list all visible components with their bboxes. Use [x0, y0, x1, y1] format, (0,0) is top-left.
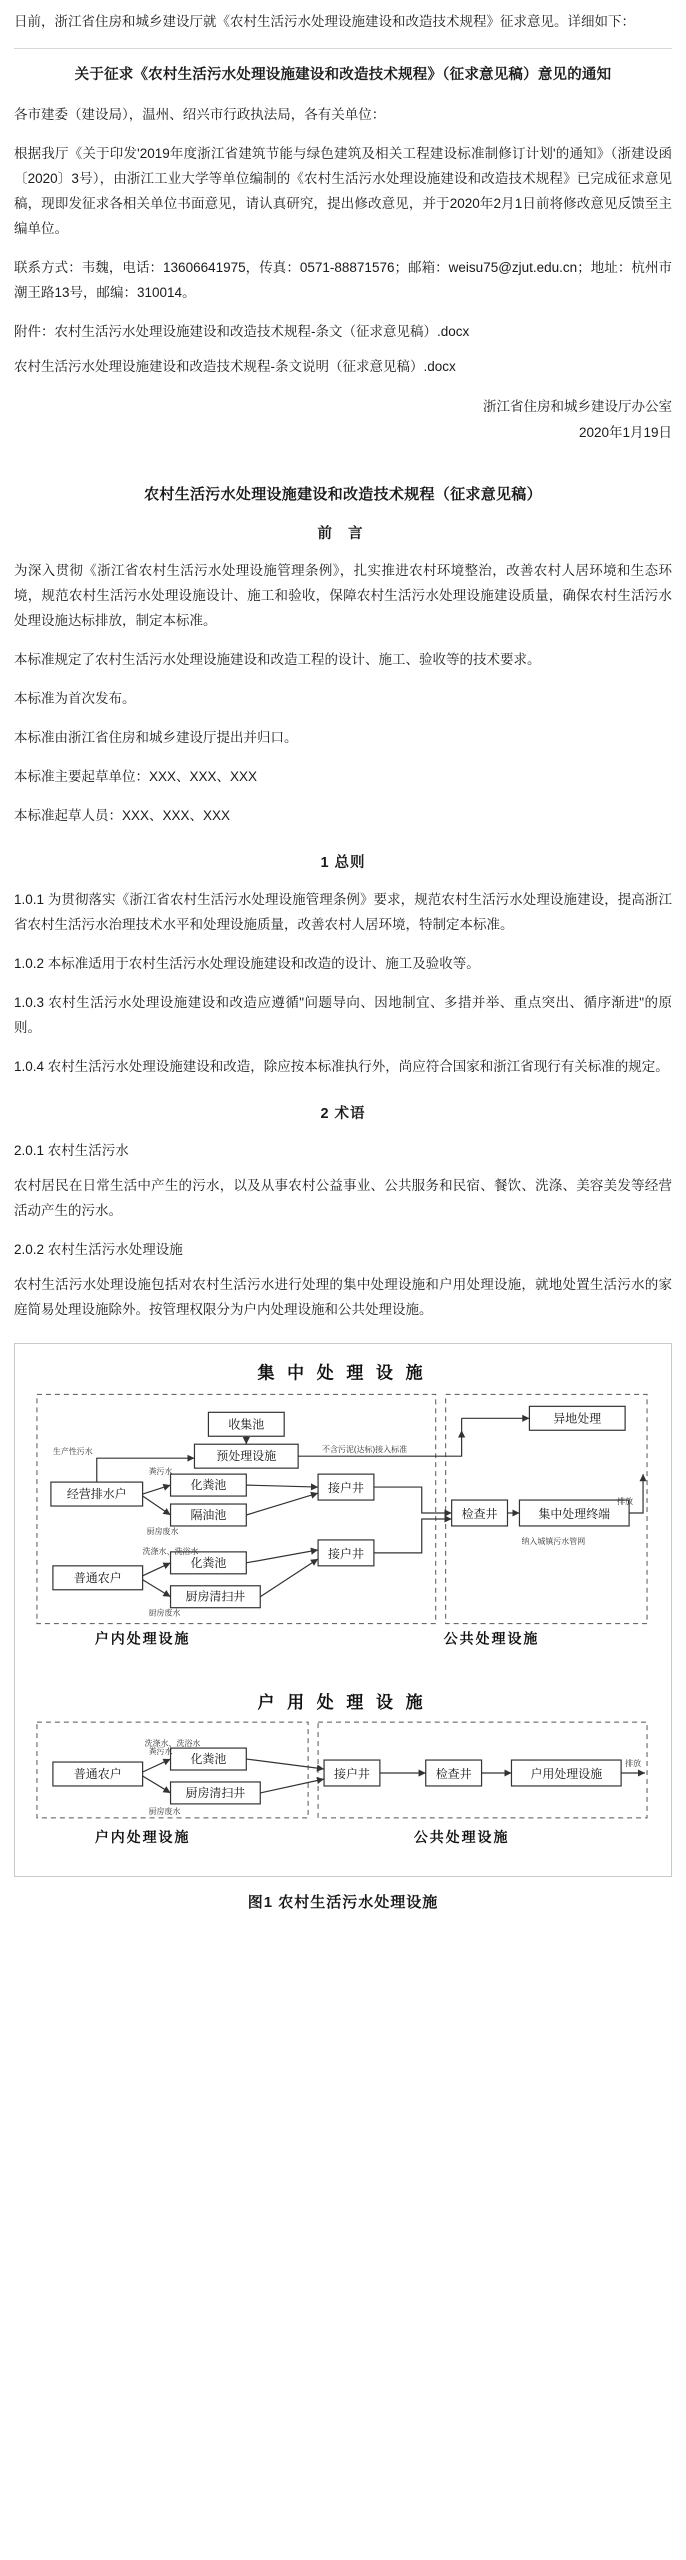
figure-1 [14, 1343, 672, 1877]
chapter-1-title: 1 总则 [320, 855, 366, 872]
svg-text:收集池: 收集池 [228, 1416, 265, 1431]
preface-paragraph-5: 本标准主要起草单位：XXX、XXX、XXX [14, 769, 258, 785]
preface-paragraph-4: 本标准由浙江省住房和城乡建设厅提出并归口。 [14, 730, 298, 746]
svg-text:不含污泥(达标)接入标准: 不含污泥(达标)接入标准 [322, 1444, 408, 1454]
notice-issuer: 浙江省住房和城乡建设厅办公室 [483, 398, 672, 414]
svg-text:化粪池: 化粪池 [190, 1555, 227, 1570]
clause-1-0-1: 1.0.1 为贯彻落实《浙江省农村生活污水处理设施管理条例》要求，规范农村生活污水处理设施建设，提高浙江省农村生活污水治理技术水平和处理设施质量，改善农村人居环境，特制定本标准。 [14, 892, 672, 932]
diagram1-zone-right: 公共处理设施 [443, 1630, 540, 1647]
notice-attachment-2: 农村生活污水处理设施建设和改造技术规程-条文说明（征求意见稿）.docx [14, 359, 456, 375]
svg-text:户用处理设施: 户用处理设施 [530, 1766, 603, 1781]
svg-text:预处理设施: 预处理设施 [216, 1448, 277, 1463]
svg-text:异地处理: 异地处理 [553, 1410, 602, 1425]
notice-attachment-1: 附件：农村生活污水处理设施建设和改造技术规程-条文（征求意见稿）.docx [14, 324, 470, 340]
svg-text:厨房清扫井: 厨房清扫井 [185, 1785, 246, 1800]
diagram-centralized-facility [23, 1354, 663, 1674]
clause-1-0-2: 1.0.2 本标准适用于农村生活污水处理设施建设和改造的设计、施工及验收等。 [14, 955, 480, 971]
svg-text:化粪池: 化粪池 [190, 1477, 227, 1492]
preface-title: 前 言 [317, 526, 369, 543]
svg-text:厨房废水: 厨房废水 [148, 1608, 181, 1618]
svg-text:接户井: 接户井 [328, 1546, 364, 1561]
svg-text:粪污水: 粪污水 [148, 1466, 173, 1476]
chapter-2-title: 2 术语 [320, 1105, 366, 1122]
divider [14, 48, 672, 49]
svg-text:集中处理终端: 集中处理终端 [538, 1506, 611, 1521]
diagram2-title: 户 用 处 理 设 施 [257, 1692, 427, 1712]
notice-title: 关于征求《农村生活污水处理设施建设和改造技术规程》（征求意见稿）意见的通知 [74, 66, 612, 83]
term-2-0-1-number: 2.0.1 农村生活污水 [14, 1142, 129, 1158]
term-2-0-2-number: 2.0.2 农村生活污水处理设施 [14, 1241, 183, 1257]
notice-contact: 联系方式：韦魏，电话：13606641975，传真：0571-88871576；邮箱：weisu75@zjut.edu.cn；地址：杭州市潮王路13号，邮编：310014。 [14, 260, 672, 301]
svg-text:粪污水: 粪污水 [148, 1746, 173, 1756]
notice-body-1: 根据我厅《关于印发'2019年度浙江省建筑节能与绿色建筑及相关工程建设标准制修订计划'的通知》（浙建设函〔2020〕3号），由浙江工业大学等单位编制的《农村生活污水处理设施建设和改造技术规程》已完成征求意见稿，现即发征求各相关单位书面意见，请认真研究，提出修改意见，并于2020年2月1日前将修改意见反馈至主编单位。 [14, 146, 672, 237]
preface-paragraph-1: 为深入贯彻《浙江省农村生活污水处理设施管理条例》，扎实推进农村环境整治，改善农村人居环境和生态环境，规范农村生活污水处理设施设计、施工和验收，保障农村生活污水处理设施建设质量，确保农村生活污水处理设施达标排放，制定本标准。 [14, 563, 672, 629]
svg-text:化粪池: 化粪池 [190, 1751, 227, 1766]
svg-text:洗涤水、洗浴水: 洗涤水、洗浴水 [144, 1738, 201, 1748]
svg-text:厨房废水: 厨房废水 [148, 1806, 181, 1816]
svg-text:生产性污水: 生产性污水 [52, 1446, 93, 1456]
svg-text:隔油池: 隔油池 [190, 1507, 227, 1522]
preface-paragraph-6: 本标准起草人员：XXX、XXX、XXX [14, 808, 231, 824]
svg-text:接户井: 接户井 [334, 1766, 370, 1781]
diagram2-zone-left: 户内处理设施 [94, 1828, 191, 1845]
term-2-0-1-definition: 农村居民在日常生活中产生的污水，以及从事农村公益事业、公共服务和民宿、餐饮、洗涤、美容美发等经营活动产生的污水。 [14, 1177, 672, 1218]
svg-text:普通农户: 普通农户 [73, 1766, 122, 1781]
svg-text:检查井: 检查井 [461, 1506, 498, 1521]
svg-text:经营排水户: 经营排水户 [66, 1486, 127, 1501]
diagram2-zone-right: 公共处理设施 [413, 1828, 510, 1845]
svg-text:排放: 排放 [625, 1758, 642, 1768]
svg-text:接户井: 接户井 [328, 1480, 364, 1495]
clause-1-0-3: 1.0.3 农村生活污水处理设施建设和改造应遵循"问题导向、因地制宜、多措并举、重点突出、循序渐进"的原则。 [14, 994, 672, 1035]
notice-recipients: 各市建委（建设局），温州、绍兴市行政执法局，各有关单位： [14, 107, 386, 123]
figure-caption: 图1 农村生活污水处理设施 [247, 1893, 439, 1911]
preface-paragraph-2: 本标准规定了农村生活污水处理设施建设和改造工程的设计、施工、验收等的技术要求。 [14, 652, 541, 668]
svg-text:纳入城镇污水管网: 纳入城镇污水管网 [521, 1536, 586, 1546]
svg-text:检查井: 检查井 [435, 1766, 472, 1781]
diagram-household-facility [23, 1684, 663, 1864]
preface-paragraph-3: 本标准为首次发布。 [14, 691, 136, 707]
clause-1-0-4: 1.0.4 农村生活污水处理设施建设和改造，除应按本标准执行外，尚应符合国家和浙江省现行有关标准的规定。 [14, 1058, 669, 1074]
document-title: 农村生活污水处理设施建设和改造技术规程（征求意见稿） [144, 486, 542, 504]
diagram1-title: 集 中 处 理 设 施 [257, 1363, 427, 1383]
svg-text:厨房清扫井: 厨房清扫井 [185, 1589, 246, 1604]
intro-paragraph: 日前，浙江省住房和城乡建设厅就《农村生活污水处理设施建设和改造技术规程》征求意见。详细如下： [14, 14, 635, 29]
svg-text:厨房废水: 厨房废水 [146, 1526, 179, 1536]
svg-text:洗涤水、洗浴水: 洗涤水、洗浴水 [142, 1546, 199, 1556]
term-2-0-2-definition: 农村生活污水处理设施包括对农村生活污水进行处理的集中处理设施和户用处理设施，就地处置生活污水的家庭简易处理设施除外。按管理权限分为户内处理设施和公共处理设施。 [14, 1276, 672, 1317]
notice-date: 2020年1月19日 [578, 424, 672, 440]
svg-text:普通农户: 普通农户 [73, 1570, 122, 1585]
diagram1-zone-left: 户内处理设施 [94, 1630, 191, 1647]
svg-text:排放: 排放 [617, 1496, 634, 1506]
